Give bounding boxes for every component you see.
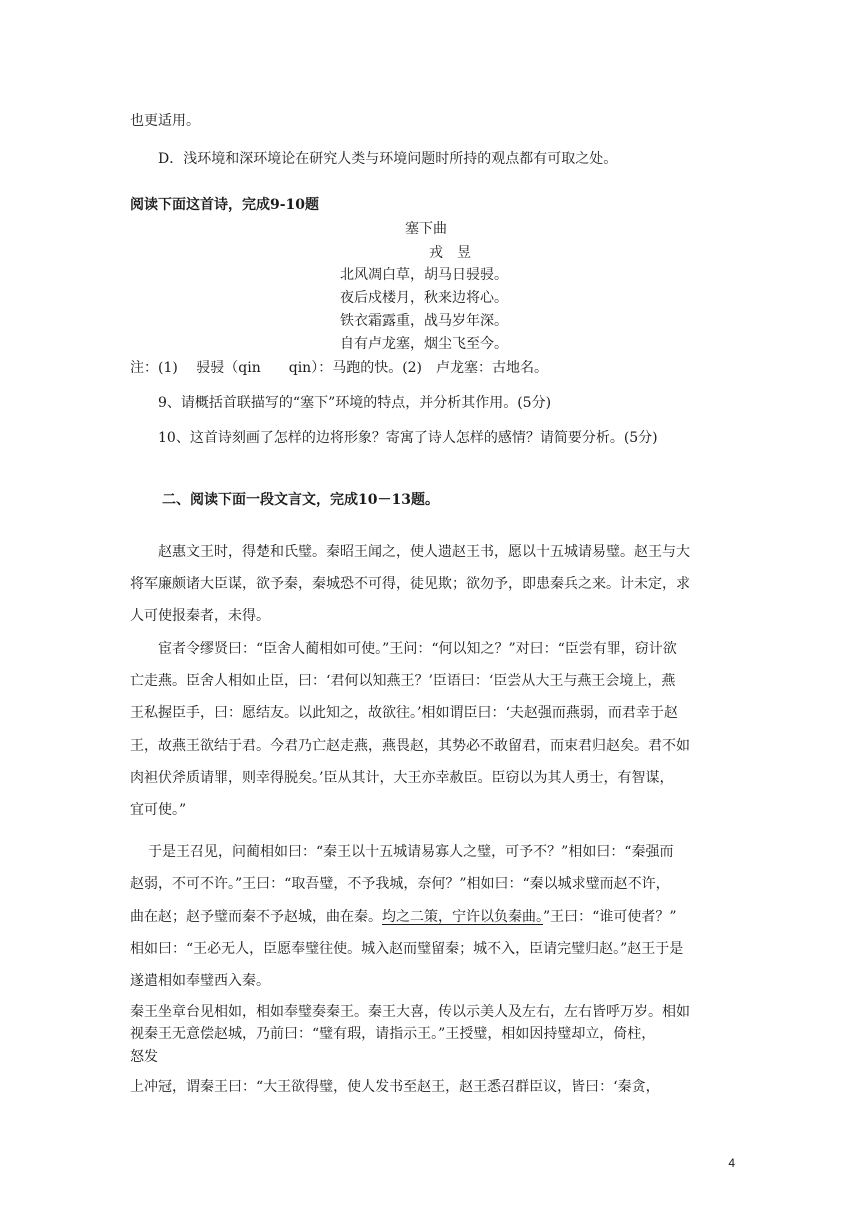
passage-line: 于是王召见，问蔺相如曰：“秦王以十五城请易寡人之璧，可予不？”相如曰：“秦强而 bbox=[148, 844, 674, 860]
passage-segment: ”王曰：“谁可使者？” bbox=[543, 909, 677, 925]
passage-line: 王私握臣手，曰：愿结友。以此知之，故欲往。’相如谓臣曰：‘夫赵强而燕弱，而君幸于赵 bbox=[130, 705, 678, 721]
question-9: 9、请概括首联描写的“塞下”环境的特点，并分析其作用。(5分) bbox=[158, 395, 552, 411]
passage-line: 亡走燕。臣舍人相如止臣，曰：‘君何以知燕王？’臣语曰：‘臣尝从大王与燕王会境上，燕 bbox=[130, 673, 676, 689]
text-line: 也更适用。 bbox=[130, 113, 200, 129]
passage-line: 秦王坐章台见相如，相如奉璧奏秦王。秦王大喜，传以示美人及左右，左右皆呼万岁。相如 bbox=[130, 1004, 690, 1020]
passage-line: 宜可使。” bbox=[130, 802, 187, 818]
passage-line: 宦者令缪贤曰：“臣舍人蔺相如可使。”王问：“何以知之？”对曰：“臣尝有罪，窃计欲 bbox=[158, 641, 677, 657]
passage-line: 王，故燕王欲结于君。今君乃亡赵走燕，燕畏赵，其势必不敢留君，而束君归赵矣。君不如 bbox=[130, 738, 690, 754]
option-d: D．浅环境和深环境论在研究人类与环境问题时所持的观点都有可取之处。 bbox=[158, 151, 618, 167]
poem-title: 塞下曲 bbox=[405, 221, 447, 237]
poem-line: 北风凋白草，胡马日骎骎。 bbox=[340, 267, 508, 283]
passage-segment: 曲在赵；赵予璧而秦不予赵城，曲在秦。 bbox=[130, 909, 382, 925]
passage-line: 人可使报秦者，未得。 bbox=[130, 608, 270, 624]
question-10: 10、这首诗刻画了怎样的边将形象？寄寓了诗人怎样的感情？请简要分析。(5分) bbox=[158, 430, 658, 446]
passage-line bbox=[130, 908, 676, 926]
poem-line: 夜后戍楼月，秋来边将心。 bbox=[340, 290, 508, 306]
section-two-heading: 二、阅读下面一段文言文，完成10－13题。 bbox=[162, 492, 439, 508]
poem-note: 注：(1) 骎骎（qin qin）：马跑的快。(2) 卢龙塞：古地名。 bbox=[130, 360, 549, 376]
passage-line: 赵惠文王时，得楚和氏璧。秦昭王闻之，使人遗赵王书，愿以十五城请易璧。赵王与大 bbox=[158, 544, 690, 560]
poem-author: 戎 昱 bbox=[429, 245, 471, 261]
passage-line: 相如曰：“王必无人，臣愿奉璧往使。城入赵而璧留秦；城不入，臣请完璧归赵。”赵王于是 bbox=[130, 941, 684, 957]
page-number: 4 bbox=[728, 1156, 735, 1170]
poem-section-heading: 阅读下面这首诗，完成9-10题 bbox=[130, 197, 320, 213]
passage-line: 怒发 bbox=[130, 1049, 158, 1065]
passage-line: 肉袒伏斧质请罪，则幸得脱矣。’臣从其计，大王亦幸赦臣。臣窃以为其人勇士，有智谋， bbox=[130, 770, 674, 786]
passage-line: 上冲冠，谓秦王曰：“大王欲得璧，使人发书至赵王，赵王悉召群臣议，皆曰：‘秦贪， bbox=[130, 1079, 660, 1095]
underlined-sentence: 均之二策，宁许以负秦曲。 bbox=[382, 909, 543, 925]
poem-line: 铁衣霜露重，战马岁年深。 bbox=[340, 313, 508, 329]
passage-line: 赵弱，不可不许。”王曰：“取吾璧，不予我城，奈何？”相如曰：“秦以城求璧而赵不许， bbox=[130, 876, 670, 892]
passage-line: 遂遣相如奉璧西入秦。 bbox=[130, 973, 270, 989]
poem-line: 自有卢龙塞，烟尘飞至今。 bbox=[340, 336, 508, 352]
passage-line: 视秦王无意偿赵城，乃前曰：“璧有瑕，请指示王。”王授璧，相如因持璧却立，倚柱， bbox=[130, 1026, 656, 1042]
passage-line: 将军廉颇诸大臣谋，欲予秦，秦城恐不可得，徒见欺；欲勿予，即患秦兵之来。计未定，求 bbox=[130, 576, 690, 592]
